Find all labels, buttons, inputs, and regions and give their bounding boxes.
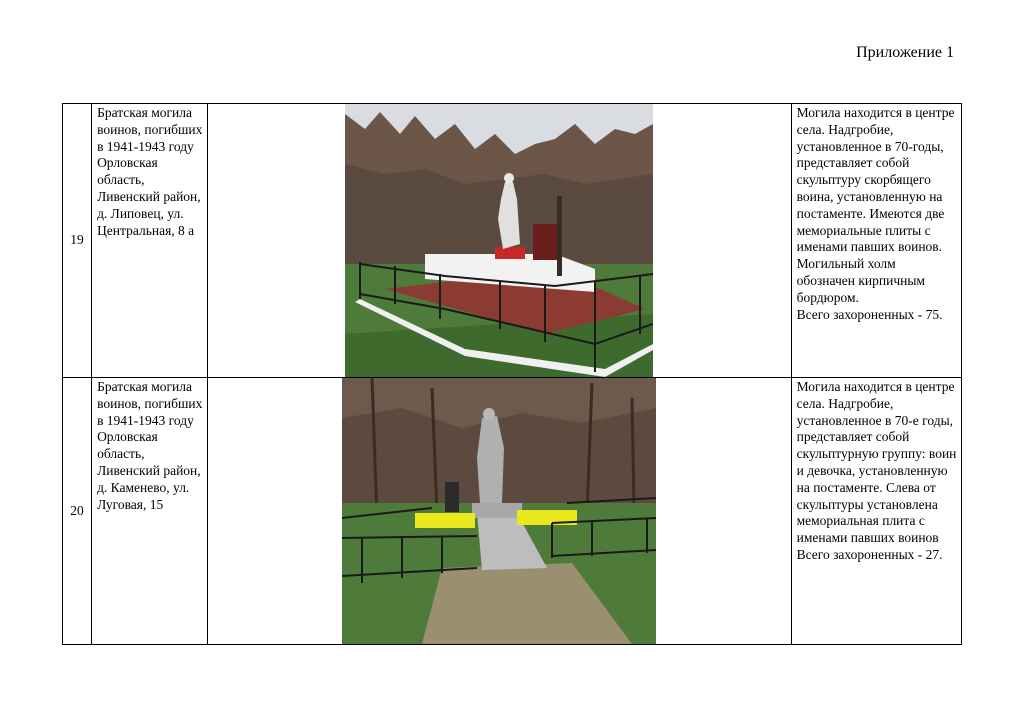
memorial-photo-kamenevo bbox=[342, 378, 656, 644]
appendix-label: Приложение 1 bbox=[856, 44, 954, 61]
row-photo-cell bbox=[208, 104, 791, 378]
row-description: Могила находится в центре села. Надгробие, установленное в 70-е годы, представляет собой скульптурную группу: воин и девочка, установленную на постаменте. Слева от скульптуры установлена мемориальная плита с именами павших воинов Всего захороненных - 27. bbox=[791, 378, 961, 645]
memorial-photo-lipovets bbox=[345, 104, 653, 377]
table-row bbox=[63, 104, 962, 378]
row-number: 20 bbox=[63, 378, 92, 645]
row-number: 19 bbox=[63, 104, 92, 378]
memorial-table bbox=[62, 103, 962, 645]
row-description: Могила находится в центре села. Надгробие, установленное в 70-годы, представляет собой скульптуру скорбящего воина, установленную на постаменте. Имеются две мемориальные плиты с именами павших воинов. Могильный холм обозначен кирпичным бордюром. Всего захороненных - 75. bbox=[791, 104, 961, 378]
table-row bbox=[63, 378, 962, 645]
row-photo-cell bbox=[208, 378, 791, 645]
row-name: Братская могила воинов, погибших в 1941-1943 году Орловская область, Ливенский район, д. Липовец, ул. Центральная, 8 а bbox=[92, 104, 208, 378]
row-name: Братская могила воинов, погибших в 1941-1943 году Орловская область, Ливенский район, д. Каменево, ул. Луговая, 15 bbox=[92, 378, 208, 645]
